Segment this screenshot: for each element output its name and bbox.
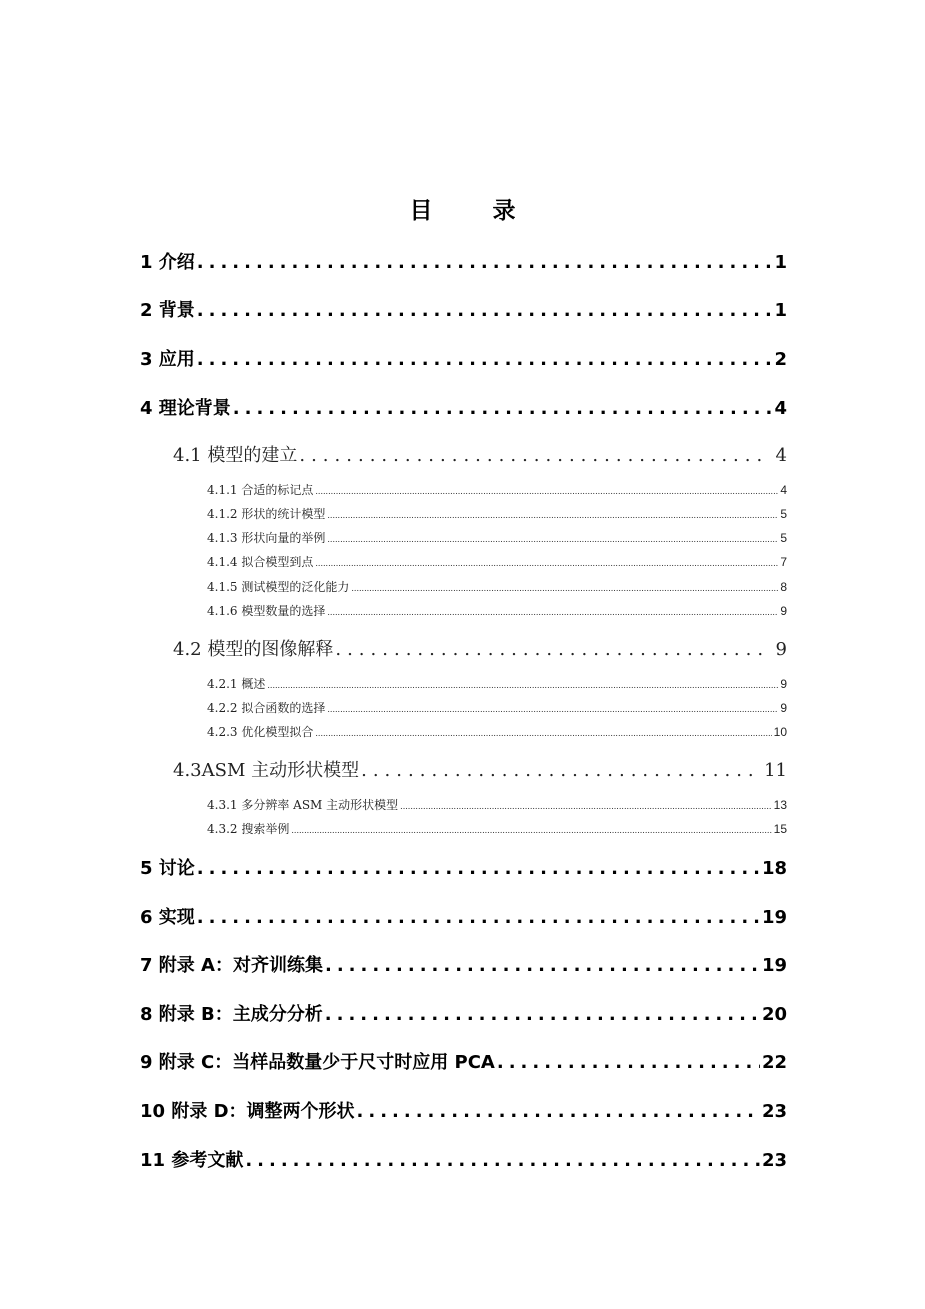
toc-entry-label: 9 附录 C：当样品数量少于尺寸时应用 PCA [140, 1052, 495, 1073]
toc-entry-page: 19 [761, 955, 787, 976]
toc-entry[interactable] [207, 820, 787, 837]
toc-entry-label: 10 附录 D：调整两个形状 [140, 1101, 355, 1122]
toc-entry-label: 3 应用 [140, 349, 195, 370]
dot-leader [197, 349, 773, 370]
toc-entry-label: 6 实现 [140, 907, 195, 928]
toc-entry-page: 9 [780, 677, 787, 691]
toc-entry[interactable] [140, 394, 787, 420]
toc-entry-page: 4 [780, 483, 787, 497]
dot-leader [315, 729, 771, 738]
toc-entry-page: 11 [764, 760, 787, 781]
toc-entry-label: 7 附录 A：对齐训练集 [140, 955, 323, 976]
toc-entry-page: 19 [761, 907, 787, 928]
toc-entry[interactable] [207, 481, 787, 498]
toc-entry-page: 8 [780, 580, 787, 594]
toc-entry-label: 11 参考文献 [140, 1150, 244, 1171]
toc-entry-page: 9 [780, 701, 787, 715]
dot-leader [361, 760, 756, 781]
toc-entry-page: 23 [761, 1101, 787, 1122]
toc-entry-label: 2 背景 [140, 300, 195, 321]
toc-entry-page: 20 [761, 1004, 787, 1025]
toc-entry-page: 2 [774, 349, 787, 370]
dot-leader [327, 608, 778, 617]
toc-entry-page: 9 [780, 604, 787, 618]
toc-entry-label: 4.3ASM 主动形状模型 [173, 760, 360, 781]
dot-leader [233, 398, 773, 419]
toc-entry-label: 4 理论背景 [140, 398, 231, 419]
toc-entry-page: 4 [775, 445, 787, 466]
toc-entry[interactable] [173, 441, 787, 467]
toc-entry-label: 4.1.5 测试模型的泛化能力 [207, 580, 350, 594]
toc-entry-page: 1 [774, 300, 787, 321]
toc-entry-label: 4.2.3 优化模型拟合 [207, 725, 314, 739]
toc-entry[interactable] [207, 553, 787, 570]
dot-leader [197, 252, 773, 273]
toc-entry[interactable] [207, 529, 787, 546]
toc-entry[interactable] [140, 1000, 787, 1026]
toc-entry-page: 4 [774, 398, 787, 419]
dot-leader [315, 559, 778, 568]
toc-entry-page: 5 [780, 507, 787, 521]
dot-leader [357, 1101, 760, 1122]
toc-entry-label: 4.2 模型的图像解释 [173, 639, 334, 660]
toc-entry[interactable] [207, 699, 787, 716]
toc-entry-label: 4.2.2 拟合函数的选择 [207, 701, 326, 715]
toc-entry[interactable] [207, 602, 787, 619]
toc-entry[interactable] [140, 248, 787, 274]
dot-leader [325, 1004, 760, 1025]
toc-entry[interactable] [140, 345, 787, 371]
toc-entry[interactable] [140, 296, 787, 322]
toc-entry[interactable] [140, 903, 787, 929]
toc-entry-page: 10 [773, 725, 787, 739]
toc-entry-page: 18 [761, 858, 787, 879]
dot-leader [315, 487, 778, 496]
toc-entry[interactable] [207, 505, 787, 522]
dot-leader [245, 1150, 760, 1171]
toc-entry-label: 8 附录 B：主成分分析 [140, 1004, 323, 1025]
dot-leader [325, 955, 760, 976]
dot-leader [197, 907, 760, 928]
toc-entry-label: 4.1.4 拟合模型到点 [207, 555, 314, 569]
dot-leader [497, 1052, 760, 1073]
toc-entry-label: 4.3.2 搜索举例 [207, 822, 290, 836]
toc-entry-label: 4.1.1 合适的标记点 [207, 483, 314, 497]
toc-entry[interactable] [140, 854, 787, 880]
toc-title: 目 录 [409, 197, 542, 224]
toc-entry-label: 4.1.3 形状向量的举例 [207, 531, 326, 545]
dot-leader [197, 300, 773, 321]
toc-entry-page: 1 [774, 252, 787, 273]
toc-entry-label: 4.1.6 模型数量的选择 [207, 604, 326, 618]
dot-leader [335, 639, 767, 660]
toc-entry-label: 4.3.1 多分辨率 ASM 主动形状模型 [207, 798, 399, 812]
dot-leader [197, 858, 760, 879]
toc-entry-label: 4.1.2 形状的统计模型 [207, 507, 326, 521]
toc-entry[interactable] [173, 756, 787, 782]
toc-entry[interactable] [140, 1048, 787, 1074]
toc-entry-label: 4.2.1 概述 [207, 677, 266, 691]
dot-leader [299, 445, 767, 466]
toc-entry[interactable] [173, 635, 787, 661]
toc-entry-label: 5 讨论 [140, 858, 195, 879]
toc-entry[interactable] [140, 1097, 787, 1123]
toc-entry-page: 22 [761, 1052, 787, 1073]
toc-entry-page: 13 [773, 798, 787, 812]
toc-entry-page: 15 [773, 822, 787, 836]
toc-entry[interactable] [207, 723, 787, 740]
dot-leader [291, 826, 771, 835]
toc-entry[interactable] [207, 578, 787, 595]
toc-entry[interactable] [140, 1146, 787, 1172]
toc-entry[interactable] [207, 675, 787, 692]
dot-leader [327, 705, 778, 714]
toc-entry-label: 1 介绍 [140, 252, 195, 273]
toc-entry-page: 23 [761, 1150, 787, 1171]
dot-leader [267, 681, 778, 690]
toc-entry-page: 9 [775, 639, 787, 660]
toc-entry-label: 4.1 模型的建立 [173, 445, 298, 466]
toc-entry[interactable] [140, 951, 787, 977]
dot-leader [327, 511, 778, 520]
dot-leader [327, 535, 778, 544]
toc-entry[interactable] [207, 796, 787, 813]
toc-entry-page: 5 [780, 531, 787, 545]
toc-entry-page: 7 [780, 555, 787, 569]
dot-leader [351, 584, 778, 593]
dot-leader [400, 802, 771, 811]
